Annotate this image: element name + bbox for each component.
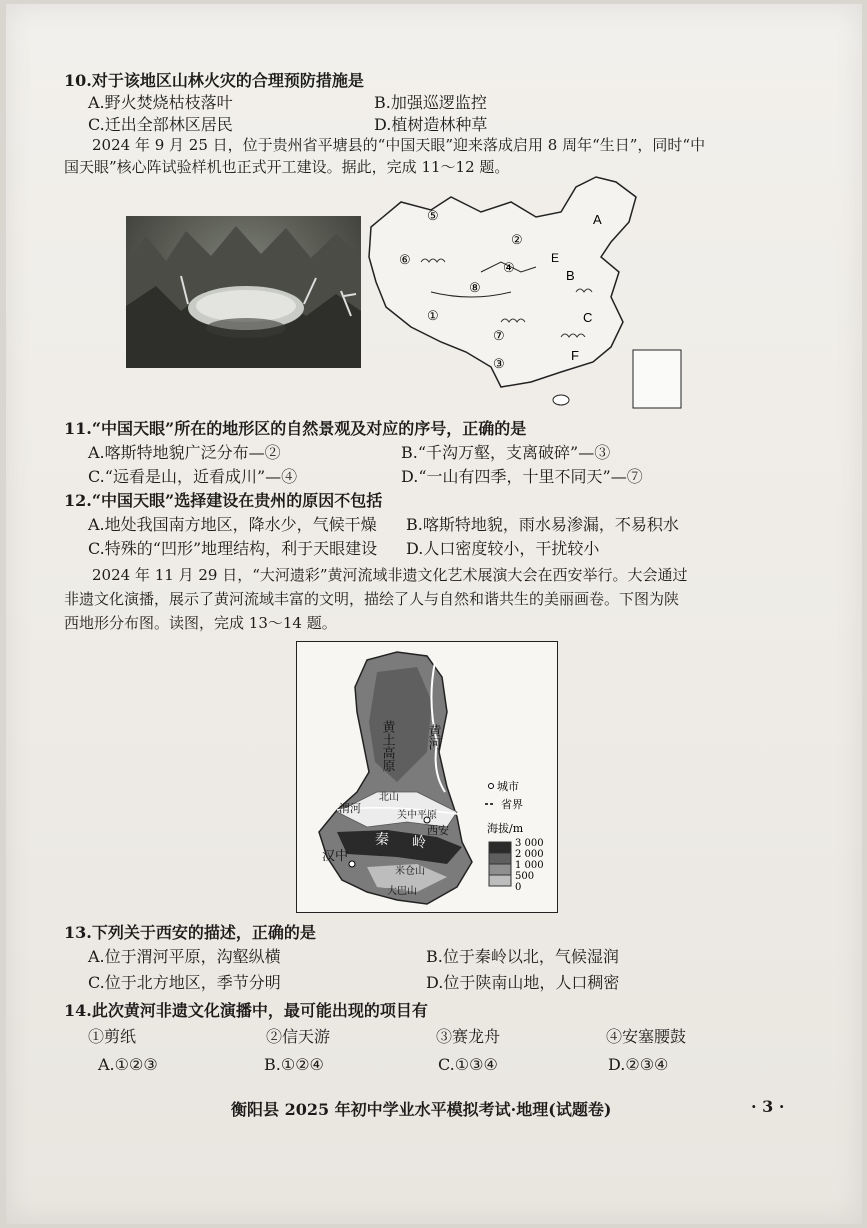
legend-elevation-title: 海拔/m	[487, 822, 524, 835]
q11-stem: 11.“中国天眼”所在的地形区的自然景观及对应的序号，正确的是	[64, 419, 527, 438]
legend-elevation-label: 3 000	[515, 838, 544, 849]
q14-item-4: ④安塞腰鼓	[606, 1027, 687, 1046]
label-daba: 大巴山	[387, 886, 417, 897]
china-map-letter-b: B	[566, 268, 575, 283]
label-xian: 西安	[427, 824, 449, 837]
label-yellow-river: 黄河	[425, 724, 441, 750]
q14-item-2: ②信天游	[266, 1027, 331, 1046]
q12-stem: 12.“中国天眼”选择建设在贵州的原因不包括	[64, 491, 383, 510]
china-map-number-8: ⑧	[469, 281, 481, 296]
china-map-number-4: ④	[503, 261, 515, 276]
q10-option-c: C.迁出全部林区居民	[88, 115, 233, 134]
intro-11-line2: 国天眼”核心阵试验样机也正式开工建设。据此，完成 11～12 题。	[64, 158, 510, 176]
q13-option-c: C.位于北方地区，季节分明	[88, 973, 281, 992]
q14-option-b: B.①②④	[264, 1055, 324, 1074]
china-map-number-3: ③	[493, 357, 505, 372]
intro-13-line3: 西地形分布图。读图，完成 13～14 题。	[64, 614, 337, 632]
label-guanzhong-plain: 关中平原	[397, 810, 437, 821]
label-qinling-2: 岭	[412, 835, 426, 851]
q10-option-b: B.加强巡逻监控	[374, 93, 487, 112]
intro-13-line1: 2024 年 11 月 29 日，“大河遗彩”黄河流域非遗文化艺术展演大会在西安举行。大会通过	[92, 566, 688, 584]
q10-option-d: D.植树造林种草	[374, 115, 488, 134]
q14-option-d: D.②③④	[608, 1055, 669, 1074]
china-map-number-2: ②	[511, 233, 523, 248]
q11-option-c: C.“远看是山，近看成川”—④	[88, 467, 298, 486]
q13-option-d: D.位于陕南山地，人口稠密	[426, 973, 620, 992]
china-map-letter-e: E	[551, 251, 560, 265]
label-loess-plateau: 黄土高原	[379, 720, 395, 772]
q11-option-b: B.“千沟万壑，支离破碎”—③	[401, 443, 611, 462]
label-weihe: 渭河	[339, 802, 361, 815]
q14-stem: 14.此次黄河非遗文化演播中，最可能出现的项目有	[64, 1001, 428, 1020]
legend-elevation-swatch	[489, 853, 511, 864]
china-map-number-7: ⑦	[493, 329, 505, 344]
label-micang: 米仓山	[395, 866, 425, 877]
q13-option-b: B.位于秦岭以北，气候湿润	[426, 947, 619, 966]
legend-elevation-label: 0	[515, 882, 522, 893]
label-hanzhong: 汉中	[322, 849, 349, 864]
china-map-letter-c: C	[583, 310, 593, 325]
shaanxi-terrain-map	[296, 641, 558, 913]
legend-elevation-swatch	[489, 842, 511, 853]
label-qinling-1: 秦	[375, 832, 389, 848]
q12-option-b: B.喀斯特地貌，雨水易渗漏，不易积水	[406, 515, 679, 534]
legend-elevation-label: 2 000	[515, 849, 544, 860]
q14-item-1: ①剪纸	[88, 1027, 137, 1046]
intro-13-line2: 非遗文化演播，展示了黄河流域丰富的文明，描绘了人与自然和谐共生的美丽画卷。下图为陕	[64, 590, 680, 608]
q10-stem: 10.对于该地区山林火灾的合理预防措施是	[64, 71, 364, 90]
q12-option-d: D.人口密度较小，干扰较小	[406, 539, 600, 558]
legend-border: 省界	[501, 798, 523, 811]
q11-option-d: D.“一山有四季，十里不同天”—⑦	[401, 467, 643, 486]
exam-page	[6, 4, 862, 1224]
q10-option-a: A.野火焚烧枯枝落叶	[88, 93, 233, 112]
q12-option-a: A.地处我国南方地区，降水少，气候干燥	[88, 515, 377, 534]
footer-title: 衡阳县 2025 年初中学业水平模拟考试·地理(试题卷)	[231, 1100, 612, 1119]
legend-elevation-swatch	[489, 864, 511, 875]
q11-option-a: A.喀斯特地貌广泛分布—②	[88, 443, 281, 462]
q14-option-c: C.①③④	[438, 1055, 498, 1074]
q13-option-a: A.位于渭河平原，沟壑纵横	[88, 947, 281, 966]
q14-item-3: ③赛龙舟	[436, 1027, 501, 1046]
label-north-mountain: 北山	[379, 792, 399, 803]
china-outline-map	[361, 172, 691, 414]
legend-city: 城市	[497, 780, 519, 793]
china-map-number-5: ⑤	[427, 209, 439, 224]
q14-option-a: A.①②③	[98, 1055, 158, 1074]
china-map-letter-a: A	[593, 212, 602, 227]
legend-elevation-label: 1 000	[515, 860, 544, 871]
legend-elevation-label: 500	[515, 871, 535, 882]
china-map-number-6: ⑥	[399, 253, 411, 268]
legend-elevation-swatch	[489, 875, 511, 886]
china-map-number-1: ①	[427, 309, 439, 324]
intro-11-line1: 2024 年 9 月 25 日，位于贵州省平塘县的“中国天眼”迎来落成启用 8 周年“生日”，同时“中	[92, 136, 706, 154]
fast-telescope-photo	[126, 216, 361, 368]
china-map-letter-f: F	[571, 348, 579, 363]
q13-stem: 13.下列关于西安的描述，正确的是	[64, 923, 316, 942]
q12-option-c: C.特殊的“凹形”地理结构，利于天眼建设	[88, 539, 378, 558]
page-number: · 3 ·	[751, 1097, 785, 1116]
